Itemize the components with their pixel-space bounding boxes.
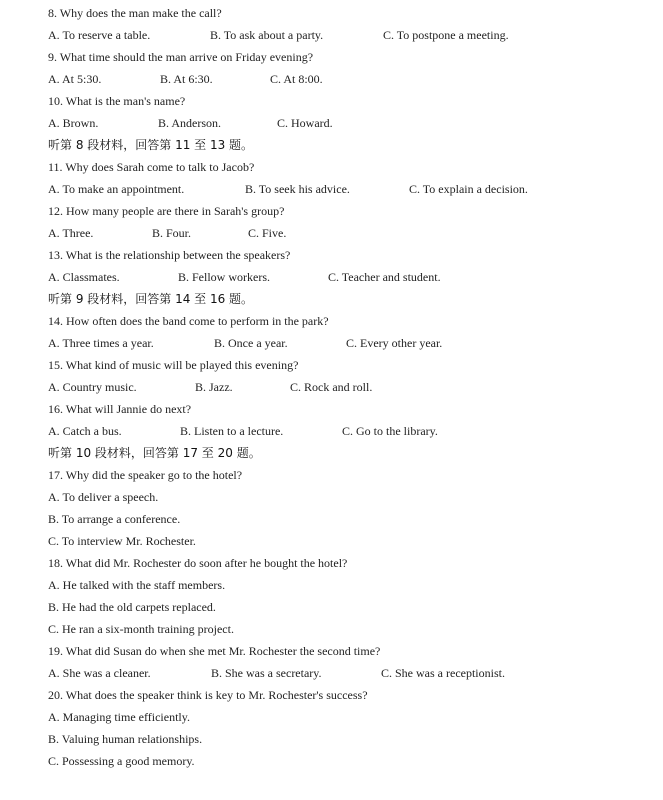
option-14-c: C. Every other year. [346,336,443,350]
option-20-b: B. Valuing human relationships. [48,732,203,746]
option-14-a: A. Three times a year. [48,336,154,350]
option-17-b: B. To arrange a conference. [48,512,181,526]
option-12-a: A. Three. [48,226,94,240]
question-14-stem: 14. How often does the band come to perform in the park? [48,314,329,328]
option-16-c: C. Go to the library. [342,424,438,438]
option-13-c: C. Teacher and student. [328,270,441,284]
question-12-stem: 12. How many people are there in Sarah's group? [48,204,285,218]
option-13-b: B. Fellow workers. [178,270,270,284]
question-19-options [48,662,648,684]
question-10-stem: 10. What is the man's name? [48,94,186,108]
option-8-c: C. To postpone a meeting. [383,28,509,42]
option-18-c: C. He ran a six-month training project. [48,622,234,636]
question-13-options [48,266,648,288]
question-11-stem: 11. Why does Sarah come to talk to Jacob? [48,160,255,174]
option-15-a: A. Country music. [48,380,137,394]
option-10-b: B. Anderson. [158,116,221,130]
option-11-c: C. To explain a decision. [409,182,528,196]
option-10-a: A. Brown. [48,116,99,130]
question-12-options [48,222,648,244]
question-20-stem: 20. What does the speaker think is key to Mr. Rochester's success? [48,688,368,702]
option-19-b: B. She was a secretary. [211,666,322,680]
question-16-stem: 16. What will Jannie do next? [48,402,192,416]
option-8-a: A. To reserve a table. [48,28,151,42]
question-15-options [48,376,648,398]
option-15-b: B. Jazz. [195,380,233,394]
option-19-a: A. She was a cleaner. [48,666,151,680]
option-9-a: A. At 5:30. [48,72,102,86]
option-16-b: B. Listen to a lecture. [180,424,284,438]
question-19-stem: 19. What did Susan do when she met Mr. Rochester the second time? [48,644,381,658]
option-17-a: A. To deliver a speech. [48,490,159,504]
question-15-stem: 15. What kind of music will be played this evening? [48,358,299,372]
option-14-b: B. Once a year. [214,336,288,350]
option-18-b: B. He had the old carpets replaced. [48,600,216,614]
question-8-stem: 8. Why does the man make the call? [48,6,222,20]
option-18-a: A. He talked with the staff members. [48,578,226,592]
section-9-heading: 听第 9 段材料，回答第 14 至 16 题。 [48,292,254,306]
question-18-stem: 18. What did Mr. Rochester do soon after he bought the hotel? [48,556,348,570]
exam-page [48,2,648,772]
option-11-a: A. To make an appointment. [48,182,185,196]
option-12-c: C. Five. [248,226,287,240]
option-9-c: C. At 8:00. [270,72,323,86]
option-19-c: C. She was a receptionist. [381,666,505,680]
option-9-b: B. At 6:30. [160,72,213,86]
question-14-options [48,332,648,354]
question-17-stem: 17. Why did the speaker go to the hotel? [48,468,243,482]
question-10-options [48,112,648,134]
option-16-a: A. Catch a bus. [48,424,122,438]
question-8-options [48,24,648,46]
section-8-heading: 听第 8 段材料，回答第 11 至 13 题。 [48,138,254,152]
option-17-c: C. To interview Mr. Rochester. [48,534,196,548]
option-10-c: C. Howard. [277,116,333,130]
question-9-options [48,68,648,90]
option-15-c: C. Rock and roll. [290,380,373,394]
option-11-b: B. To seek his advice. [245,182,350,196]
option-8-b: B. To ask about a party. [210,28,324,42]
question-9-stem: 9. What time should the man arrive on Friday evening? [48,50,314,64]
option-20-a: A. Managing time efficiently. [48,710,190,724]
section-10-heading: 听第 10 段材料，回答第 17 至 20 题。 [48,446,261,460]
option-20-c: C. Possessing a good memory. [48,754,195,768]
question-13-stem: 13. What is the relationship between the speakers? [48,248,291,262]
question-16-options [48,420,648,442]
option-12-b: B. Four. [152,226,192,240]
option-13-a: A. Classmates. [48,270,120,284]
question-11-options [48,178,648,200]
